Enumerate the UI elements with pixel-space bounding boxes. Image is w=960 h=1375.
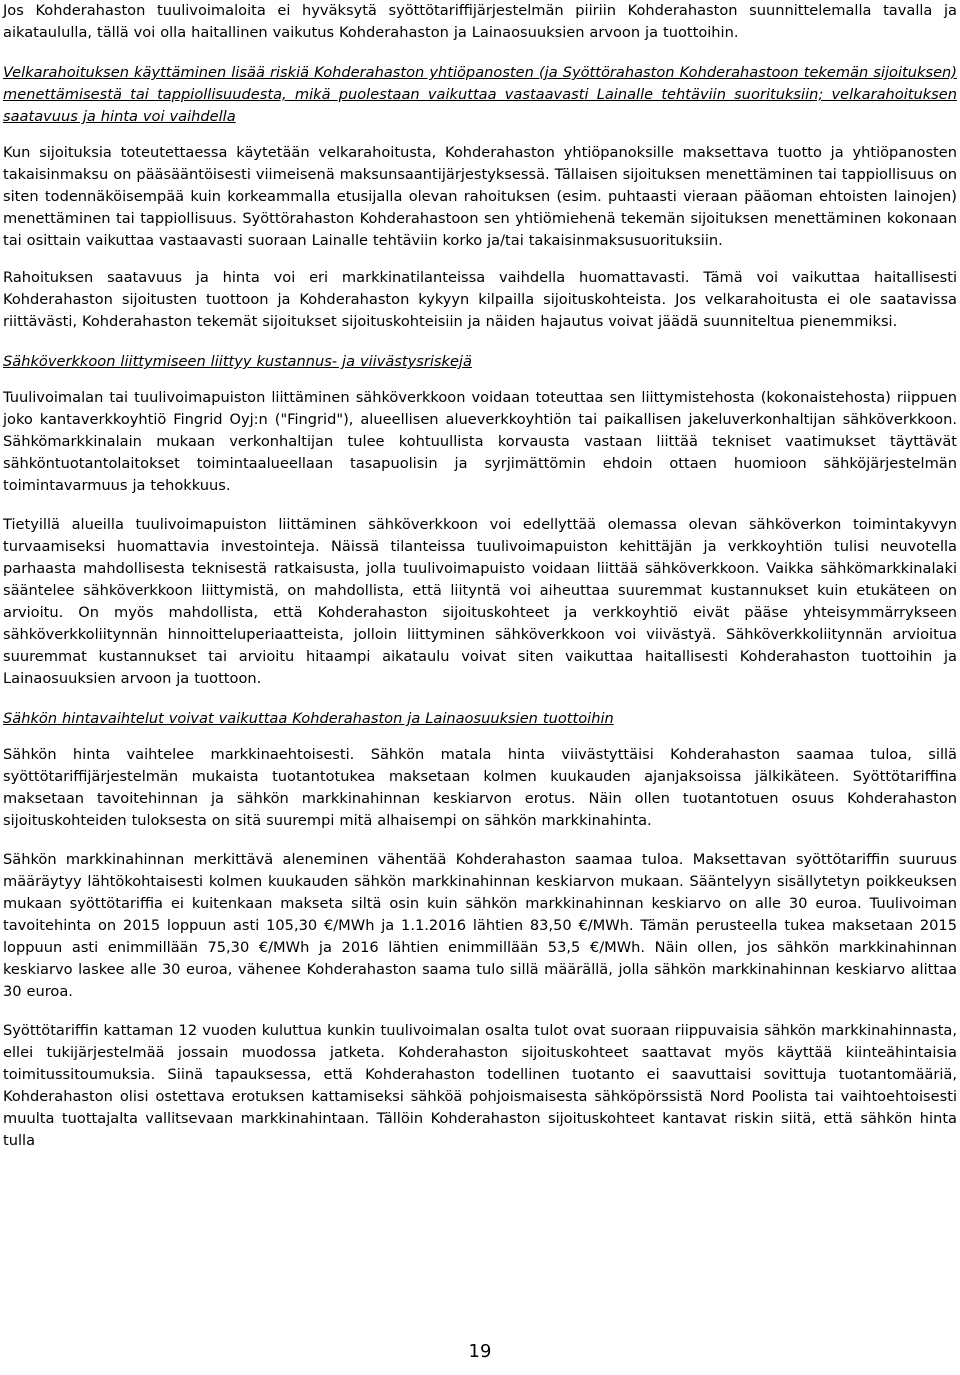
paragraph-debt-financing-2: Rahoituksen saatavuus ja hinta voi eri markkinatilanteissa vaihdella huomattavasti. Tämä voi vaikuttaa haitallisesti Kohderahaston sijoitusten tuottoon ja Kohderahaston kykyyn kilpailla sijoituskohteista. Jos velkarahoitusta ei ole saatavissa riittävästi, Kohderahaston tekemät sijoitukset sijoituskohteisiin ja näiden hajautus voivat jäädä suunniteltua pienemmiksi. <box>3 269 957 330</box>
section-heading-grid-connection: Sähköverkkoon liittymiseen liittyy kustannus- ja viivästysriskejä <box>3 353 472 370</box>
section-heading-debt-financing: Velkarahoituksen käyttäminen lisää riskiä Kohderahaston yhtiöpanosten (ja Syöttörahaston Kohderahastoon tekemän sijoituksen) menettämisestä tai tappiollisuudesta, mikä puolestaan vaikuttaa vastaavasti Lainalle tehtäviin suorituksiin; velkarahoituksen saatavuus ja hinta voi vaihdella <box>3 64 957 125</box>
document-page <box>3 0 957 1152</box>
paragraph-electricity-price-1: Sähkön hinta vaihtelee markkinaehtoisesti. Sähkön matala hinta viivästyttäisi Kohderahaston saamaa tuloa, sillä syöttötariffijärjestelmän mukaista tuotantotukea maksetaan kolmen kuukauden ajanjaksoissa jälkikäteen. Syöttötariffina maksetaan tavoitehinnan ja sähkön markkinahinnan keskiarvon erotus. Näin ollen tuotantotuen osuus Kohderahaston sijoituskohteiden tuloksesta on sitä suurempi mitä alhaisempi on sähkön markkinahinta. <box>3 746 957 829</box>
paragraph-debt-financing-1: Kun sijoituksia toteutettaessa käytetään velkarahoitusta, Kohderahaston yhtiöpanoksille maksettava tuotto ja yhtiöpanosten takaisinmaksu on pääsääntöisesti viimeisenä maksunsaantijärjestyksessä. Tällaisen sijoituksen menettäminen tai tappiollisuus on siten todennäköisempää kuin korkeammalla etusijalla olevan rahoituksen (esim. puhtaasti vieraan pääoman ehtoisten lainojen) menettäminen tai tappiollisuus. Syöttörahaston Kohderahastoon sen yhtiömiehenä tekemän sijoituksen menettäminen kokonaan tai osittain vaikuttaa vastaavasti suoraan Lainalle tehtäviin korko ja/tai takaisinmaksusuorituksiin. <box>3 144 957 249</box>
section-heading-electricity-price: Sähkön hintavaihtelut voivat vaikuttaa Kohderahaston ja Lainaosuuksien tuottoihin <box>3 710 614 727</box>
paragraph-electricity-price-3: Syöttötariffin kattaman 12 vuoden kuluttua kunkin tuulivoimalan osalta tulot ovat suoraan riippuvaisia sähkön markkinahinnasta, ellei tukijärjestelmää jossain muodossa jatketa. Kohderahaston sijoituskohteet saattavat myös käyttää kiinteähintaisia toimitussitoumuksia. Siinä tapauksessa, että Kohderahaston todellinen tuotanto ei saavuttaisi sovittuja tuotantomääriä, Kohderahaston olisi ostettava erotuksen kattamiseksi sähköä pohjoismaisesta sähköpörssistä Nord Poolista tai vaihtoehtoisesti muulta tuottajalta vallitsevaan markkinahintaan. Tällöin Kohderahaston sijoituskohteet kantavat riskin siitä, että sähkön hinta tulla <box>3 1022 957 1149</box>
paragraph-intro: Jos Kohderahaston tuulivoimaloita ei hyväksytä syöttötariffijärjestelmän piiriin Kohderahaston suunnittelemalla tavalla ja aikataululla, tällä voi olla haitallinen vaikutus Kohderahaston ja Lainaosuuksien arvoon ja tuottoihin. <box>3 2 957 41</box>
paragraph-grid-connection-2: Tietyillä alueilla tuulivoimapuiston liittäminen sähköverkkoon voi edellyttää olemassa olevan sähköverkon toimintakyvyn turvaamiseksi huomattavia investointeja. Näissä tilanteissa tuulivoimapuiston kehittäjän ja verkkoyhtiön tulisi neuvotella parhaasta mahdollisesta teknisestä ratkaisusta, jolla tuulivoimapuisto voidaan liittää sähköverkkoon. Vaikka sähkömarkkinalaki sääntelee sähköverkkoon liittymistä, on mahdollista, että liityntä voi aiheuttaa suuremmat kustannukset kuin etukäteen on arvioitu. On myös mahdollista, että Kohderahaston sijoituskohteet ja verkkoyhtiö eivät pääse yhteisymmärrykseen sähköverkkoliitynnän hinnoitteluperiaatteista, jolloin liittyminen sähköverkkoon voi viivästyä. Sähköverkkoliitynnän arvioitua suuremmat kustannukset tai arvioitu hitaampi aikataulu voivat siten vaikuttaa haitallisesti Kohderahaston tuottoihin ja Lainaosuuksien arvoon ja tuottoon. <box>3 516 957 687</box>
paragraph-electricity-price-2: Sähkön markkinahinnan merkittävä aleneminen vähentää Kohderahaston saamaa tuloa. Maksettavan syöttötariffin suuruus määräytyy lähtökohtaisesti kolmen kuukauden sähkön markkinahinnan keskiarvon mukaan. Sääntelyyn sisällytetyn poikkeuksen mukaan syöttötariffia ei kuitenkaan makseta siltä osin kuin sähkön markkinahinnan keskiarvo on alle 30 euroa. Tuulivoiman tavoitehinta on 2015 loppuun asti 105,30 €/MWh ja 1.1.2016 lähtien 83,50 €/MWh. Tämän perusteella tukea maksetaan 2015 loppuun asti enimmillään 75,30 €/MWh ja 2016 lähtien enimmillään 53,5 €/MWh. Näin ollen, jos sähkön markkinahinnan keskiarvo laskee alle 30 euroa, vähenee Kohderahaston saama tulo sillä määrällä, jolla sähkön markkinahinnan keskiarvo alittaa 30 euroa. <box>3 851 957 1000</box>
page-number: 19 <box>468 1341 492 1362</box>
paragraph-grid-connection-1: Tuulivoimalan tai tuulivoimapuiston liittäminen sähköverkkoon voidaan toteuttaa sen liittymistehosta (kokonaistehosta) riippuen joko kantaverkkoyhtiö Fingrid Oyj:n ("Fingrid"), alueellisen alueverkkoyhtiön tai paikallisen jakeluverkonhaltijan sähköverkkoon. Sähkömarkkinalain mukaan verkonhaltijan tulee kohtuullista korvausta vastaan liittää tekniset vaatimukset täyttävät sähköntuotantolaitokset toimintaalueellaan tasapuolisin ja syrjimättömin ehdoin ottaen huomioon sähköjärjestelmän toimintavarmuus ja tehokkuus. <box>3 389 957 494</box>
